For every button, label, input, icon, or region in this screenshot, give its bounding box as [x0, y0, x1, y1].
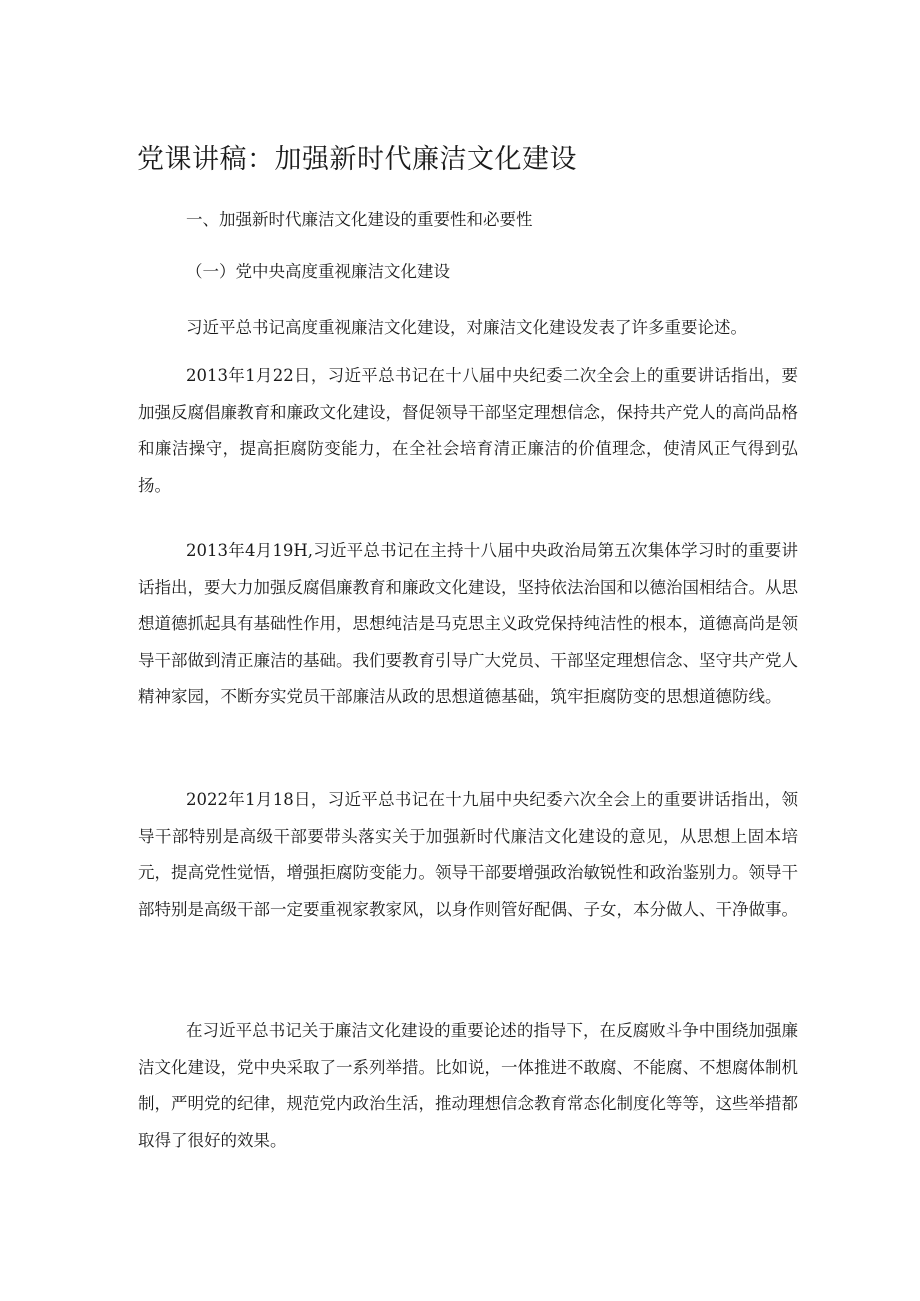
paragraph-intro: 习近平总书记高度重视廉洁文化建设，对廉洁文化建设发表了许多重要论述。: [186, 318, 747, 337]
paragraph-measures: 在习近平总书记关于廉洁文化建设的重要论述的指导下，在反腐败斗争中围绕加强廉洁文化建设，党中央采取了一系列举措。比如说，一体推进不敢腐、不能腐、不想腐体制机制，严明党的纪律，规范党内政治生活，推动理想信念教育常态化制度化等等，这些举措都取得了很好的效果。: [138, 1021, 798, 1150]
paragraph-2022-january: 2022年1月18日，习近平总书记在十九届中央纪委六次全会上的重要讲话指出，领导干部特别是高级干部要带头落实关于加强新时代廉洁文化建设的意见，从思想上固本培元，提高党性觉悟，增强拒腐防变能力。领导干部要增强政治敏锐性和政治鉴别力。领导干部特别是高级干部一定要重视家教家风，以身作则管好配偶、子女，本分做人、干净做事。: [138, 790, 798, 919]
paragraph-2013-january: 2013年1月22日，习近平总书记在十八届中央纪委二次全会上的重要讲话指出，要加强反腐倡廉教育和廉政文化建设，督促领导干部坚定理想信念，保持共产党人的高尚品格和廉洁操守，提高拒腐防变能力，在全社会培育清正廉洁的价值理念，使清风正气得到弘扬。: [138, 366, 798, 495]
document-title: 党课讲稿：加强新时代廉洁文化建设: [137, 144, 577, 175]
paragraph-2013-april: 2013年4月19H,习近平总书记在主持十八届中央政治局第五次集体学习时的重要讲话指出，要大力加强反腐倡廉教育和廉政文化建设，坚持依法治国和以德治国相结合。从思想道德抓起具有基础性作用，思想纯洁是马克思主义政党保持纯洁性的根本，道德高尚是领导干部做到清正廉洁的基础。我们要教育引导广大党员、干部坚定理想信念、坚守共产党人精神家园，不断夯实党员干部廉洁从政的思想道德基础，筑牢拒腐防变的思想道德防线。: [138, 541, 798, 707]
section-heading: 一、加强新时代廉洁文化建设的重要性和必要性: [186, 210, 533, 229]
sub-heading: （一）党中央高度重视廉洁文化建设: [186, 262, 450, 281]
